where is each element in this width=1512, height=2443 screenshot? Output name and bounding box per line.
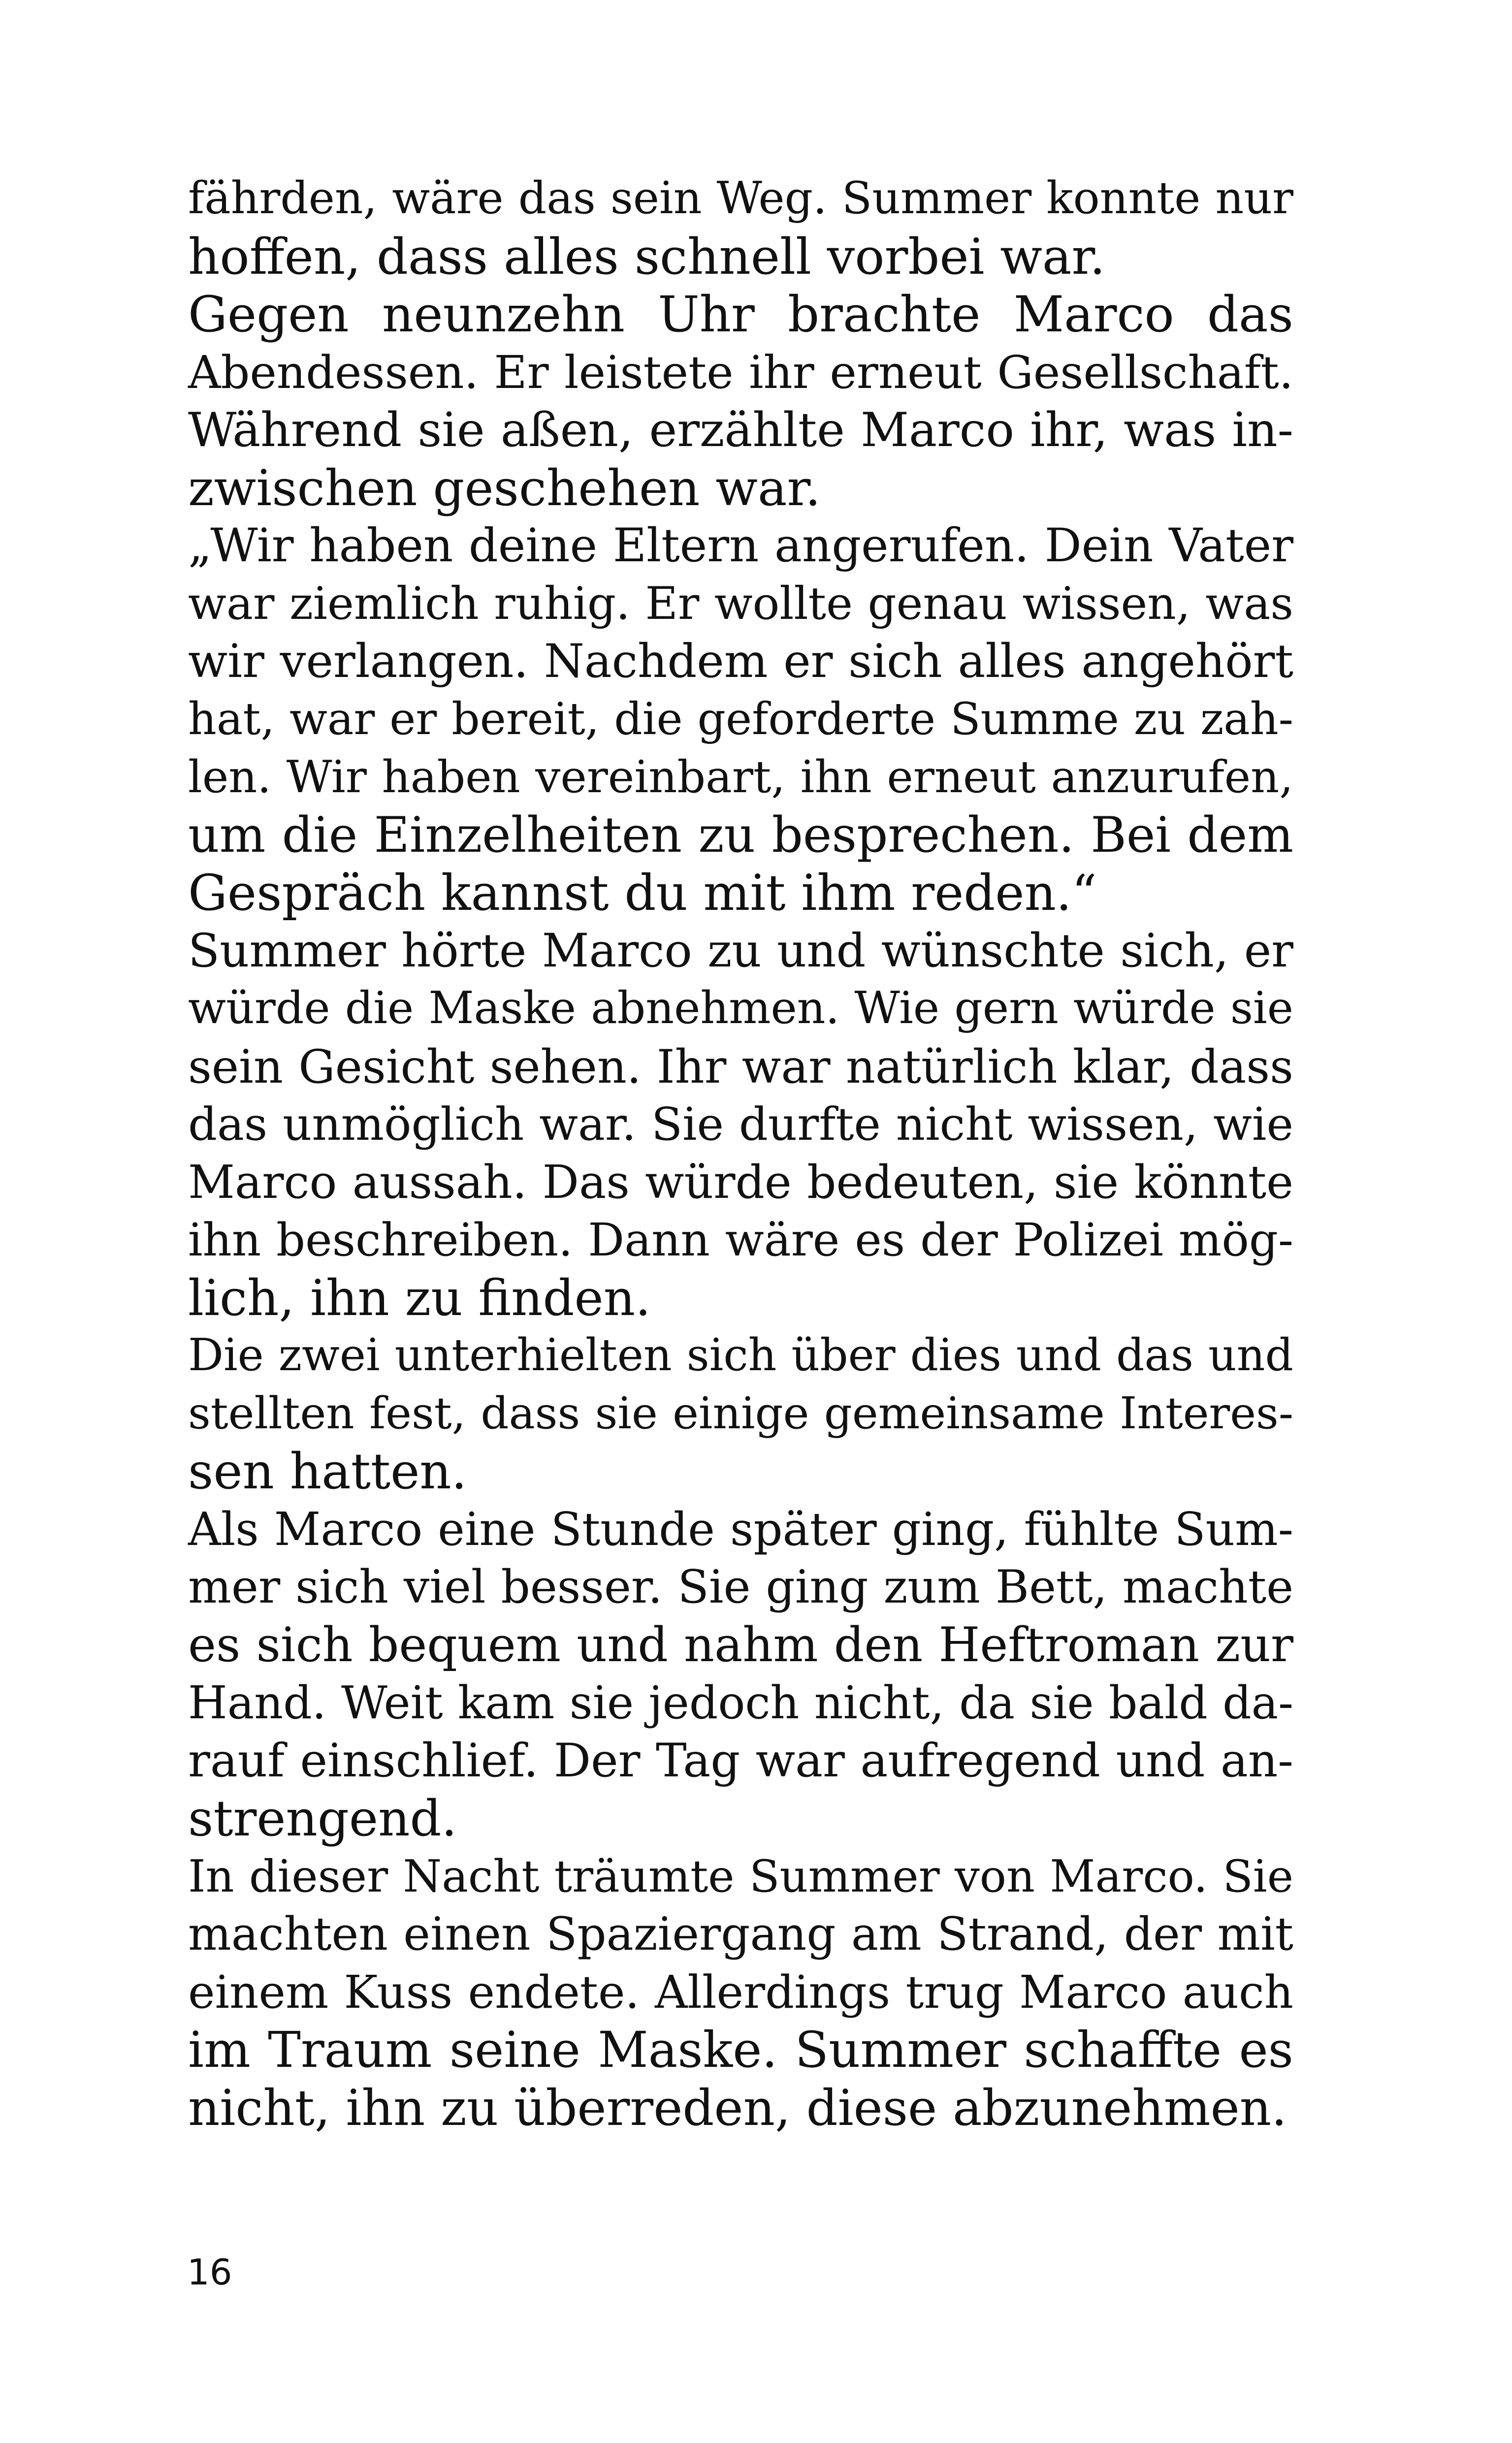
page-number: 16 [187,2251,232,2293]
text-line: nicht, ihn zu überreden, diese abzunehmen. [188,2079,1287,2137]
text-line: Als Marco eine Stunde später ging, fühlte Sum- [188,1502,1293,1556]
text-line: es sich bequem und nahm den Heftroman zur [188,1617,1293,1672]
text-line: war ziemlich ruhig. Er wollte genau wissen, was [188,578,1293,630]
text-line: einem Kuss endete. Allerdings trug Marco auch [188,1965,1293,2019]
text-line: stellten fest, dass sie einige gemeinsame Interes- [188,1387,1293,1439]
paragraph [188,1848,1293,2137]
text-line: Während sie aßen, erzählte Marco ihr, was in- [188,402,1293,457]
text-line: Hand. Weit kam sie jedoch nicht, da sie bald da- [188,1676,1293,1729]
text-line: würde die Maske abnehmen. Wie gern würde sie [188,983,1293,1034]
paragraph [188,1501,1293,1848]
text-line: wir verlangen. Nachdem er sich alles angehört [188,635,1293,688]
text-line: Summer hörte Marco zu und wünschte sich, er [188,924,1293,978]
text-line: zwischen geschehen war. [188,459,821,517]
text-line: len. Wir haben vereinbart, ihn erneut anzurufen, [188,751,1293,803]
text-line: Gespräch kannst du mit ihm reden.“ [188,864,1097,922]
text-line: ihn beschreiben. Dann wäre es der Polizei mög- [188,1213,1293,1266]
text-line: machten einen Spaziergang am Strand, der mit [188,1907,1293,1961]
text-line: sein Gesicht sehen. Ihr war natürlich klar, dass [188,1039,1293,1093]
text-line: strengend. [188,1790,457,1847]
paragraph [188,517,1293,922]
text-line: im Traum seine Maske. Summer schaffte es [188,2021,1293,2079]
paragraph [188,1327,1293,1501]
paragraph [188,286,1293,517]
text-line: rauf einschlief. Der Tag war aufregend und an- [188,1734,1293,1788]
text-line: Abendessen. Er leistete ihr erneut Gesellschaft. [188,346,1293,399]
text-line: sen hatten. [188,1443,467,1500]
text-line: lich, ihn zu finden. [188,1269,651,1327]
text-line: fährden, wäre das sein Weg. Summer konnte nur [188,173,1293,224]
text-line: Marco aussah. Das würde bedeuten, sie könnte [188,1155,1293,1209]
paragraph [188,170,1293,286]
text-line: mer sich viel besser. Sie ging zum Bett, machte [188,1560,1293,1613]
text-line: In dieser Nacht träumte Summer von Marco. Sie [188,1850,1293,1902]
text-line: Gegen neunzehn Uhr brachte Marco das [188,286,1293,343]
body-text [188,170,1293,2137]
text-line: hat, war er bereit, die geforderte Summe zu zah- [188,693,1293,745]
text-line: um die Einzelheiten zu besprechen. Bei dem [188,806,1293,864]
text-line: „Wir haben deine Eltern angerufen. Dein Vater [188,519,1293,573]
text-line: Die zwei unterhielten sich über dies und das und [188,1330,1293,1381]
text-line: hoffen, dass alles schnell vorbei war. [188,227,1106,286]
text-line: das unmöglich war. Sie durfte nicht wissen, wie [188,1098,1293,1151]
paragraph [188,922,1293,1327]
